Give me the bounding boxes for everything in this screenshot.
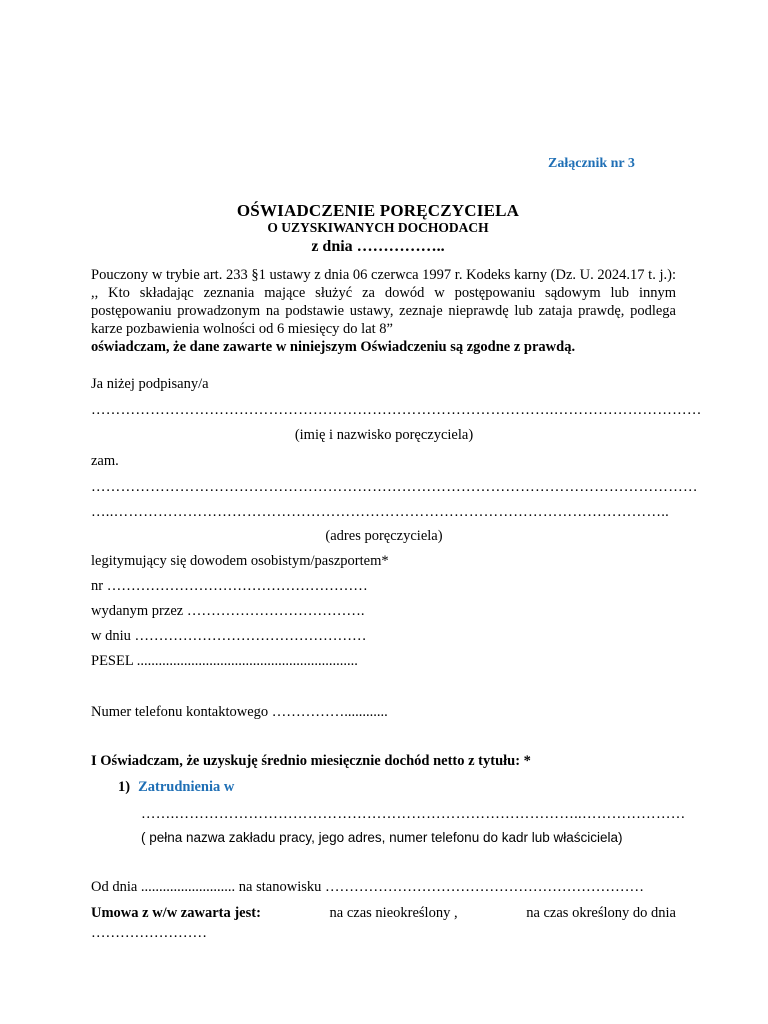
attachment-number: Załącznik nr 3 xyxy=(548,156,635,171)
employment-item-label: Zatrudnienia w xyxy=(138,779,235,795)
income-section-heading: I Oświadczam, że uzyskuję średnio miesięcznie dochód netto z tytułu: * xyxy=(91,753,531,769)
employment-start-position-field[interactable]: Od dnia .......................... na stanowisku ………………………………………………………… xyxy=(91,879,644,895)
residence-label: zam. xyxy=(91,453,119,469)
employer-caption: ( pełna nazwa zakładu pracy, jego adres, numer telefonu do kadr lub właściciela) xyxy=(141,830,623,845)
contract-label: Umowa z w/w zawarta jest: xyxy=(91,905,261,921)
employment-item xyxy=(118,779,234,796)
address-field-1[interactable]: …………………………………………………………………………………………………………… xyxy=(91,479,698,495)
id-number-field[interactable]: nr ……………………………………………… xyxy=(91,578,368,594)
address-caption: (adres poręczyciela) xyxy=(325,528,443,544)
employer-field[interactable]: …….………………………………………………………………………..………………… xyxy=(141,806,686,822)
contract-end-date-field[interactable]: …………………… xyxy=(91,925,207,941)
issue-date-field[interactable]: w dniu ………………………………………… xyxy=(91,628,367,644)
legal-notice xyxy=(91,266,676,356)
address-field-2[interactable]: …..………………………………………………………………………………………………….. xyxy=(91,504,670,520)
phone-field[interactable]: Numer telefonu kontaktowego ……………............ xyxy=(91,704,388,720)
id-document-label: legitymujący się dowodem osobistym/paszportem* xyxy=(91,553,389,569)
employment-item-number: 1) xyxy=(118,779,131,795)
contract-type-row xyxy=(91,905,676,942)
undersigned-label: Ja niżej podpisany/a xyxy=(91,376,209,392)
declaration-text: oświadczam, że dane zawarte w niniejszym Oświadczeniu są zgodne z prawdą. xyxy=(91,339,576,355)
contract-option-fixed[interactable]: na czas określony do dnia xyxy=(526,905,676,921)
name-caption: (imię i nazwisko poręczyciela) xyxy=(294,427,474,443)
name-field[interactable]: ………………………………………………………………………………….………………………… xyxy=(91,402,702,418)
document-title: OŚWIADCZENIE PORĘCZYCIELA xyxy=(236,201,520,220)
pesel-field[interactable]: PESEL ............................................................. xyxy=(91,653,358,669)
contract-option-indefinite[interactable]: na czas nieokreślony , xyxy=(329,905,458,921)
issued-by-field[interactable]: wydanym przez ………………………………. xyxy=(91,603,365,619)
document-subtitle: O UZYSKIWANYCH DOCHODACH xyxy=(267,220,489,235)
legal-notice-text: Pouczony w trybie art. 233 §1 ustawy z dnia 06 czerwca 1997 r. Kodeks karny (Dz. U. 2024.17 t. j.): ,, Kto składając zeznania mające służyć za dowód w postępowaniu sądowym lub innym postępowaniu prowadzonym na podstawie ustawy, zeznaje nieprawdę lub zataja prawdę, podlega karze pozbawienia wolności od 6 miesięcy do lat 8” xyxy=(91,267,676,337)
document-date-line: z dnia …………….. xyxy=(311,238,445,255)
